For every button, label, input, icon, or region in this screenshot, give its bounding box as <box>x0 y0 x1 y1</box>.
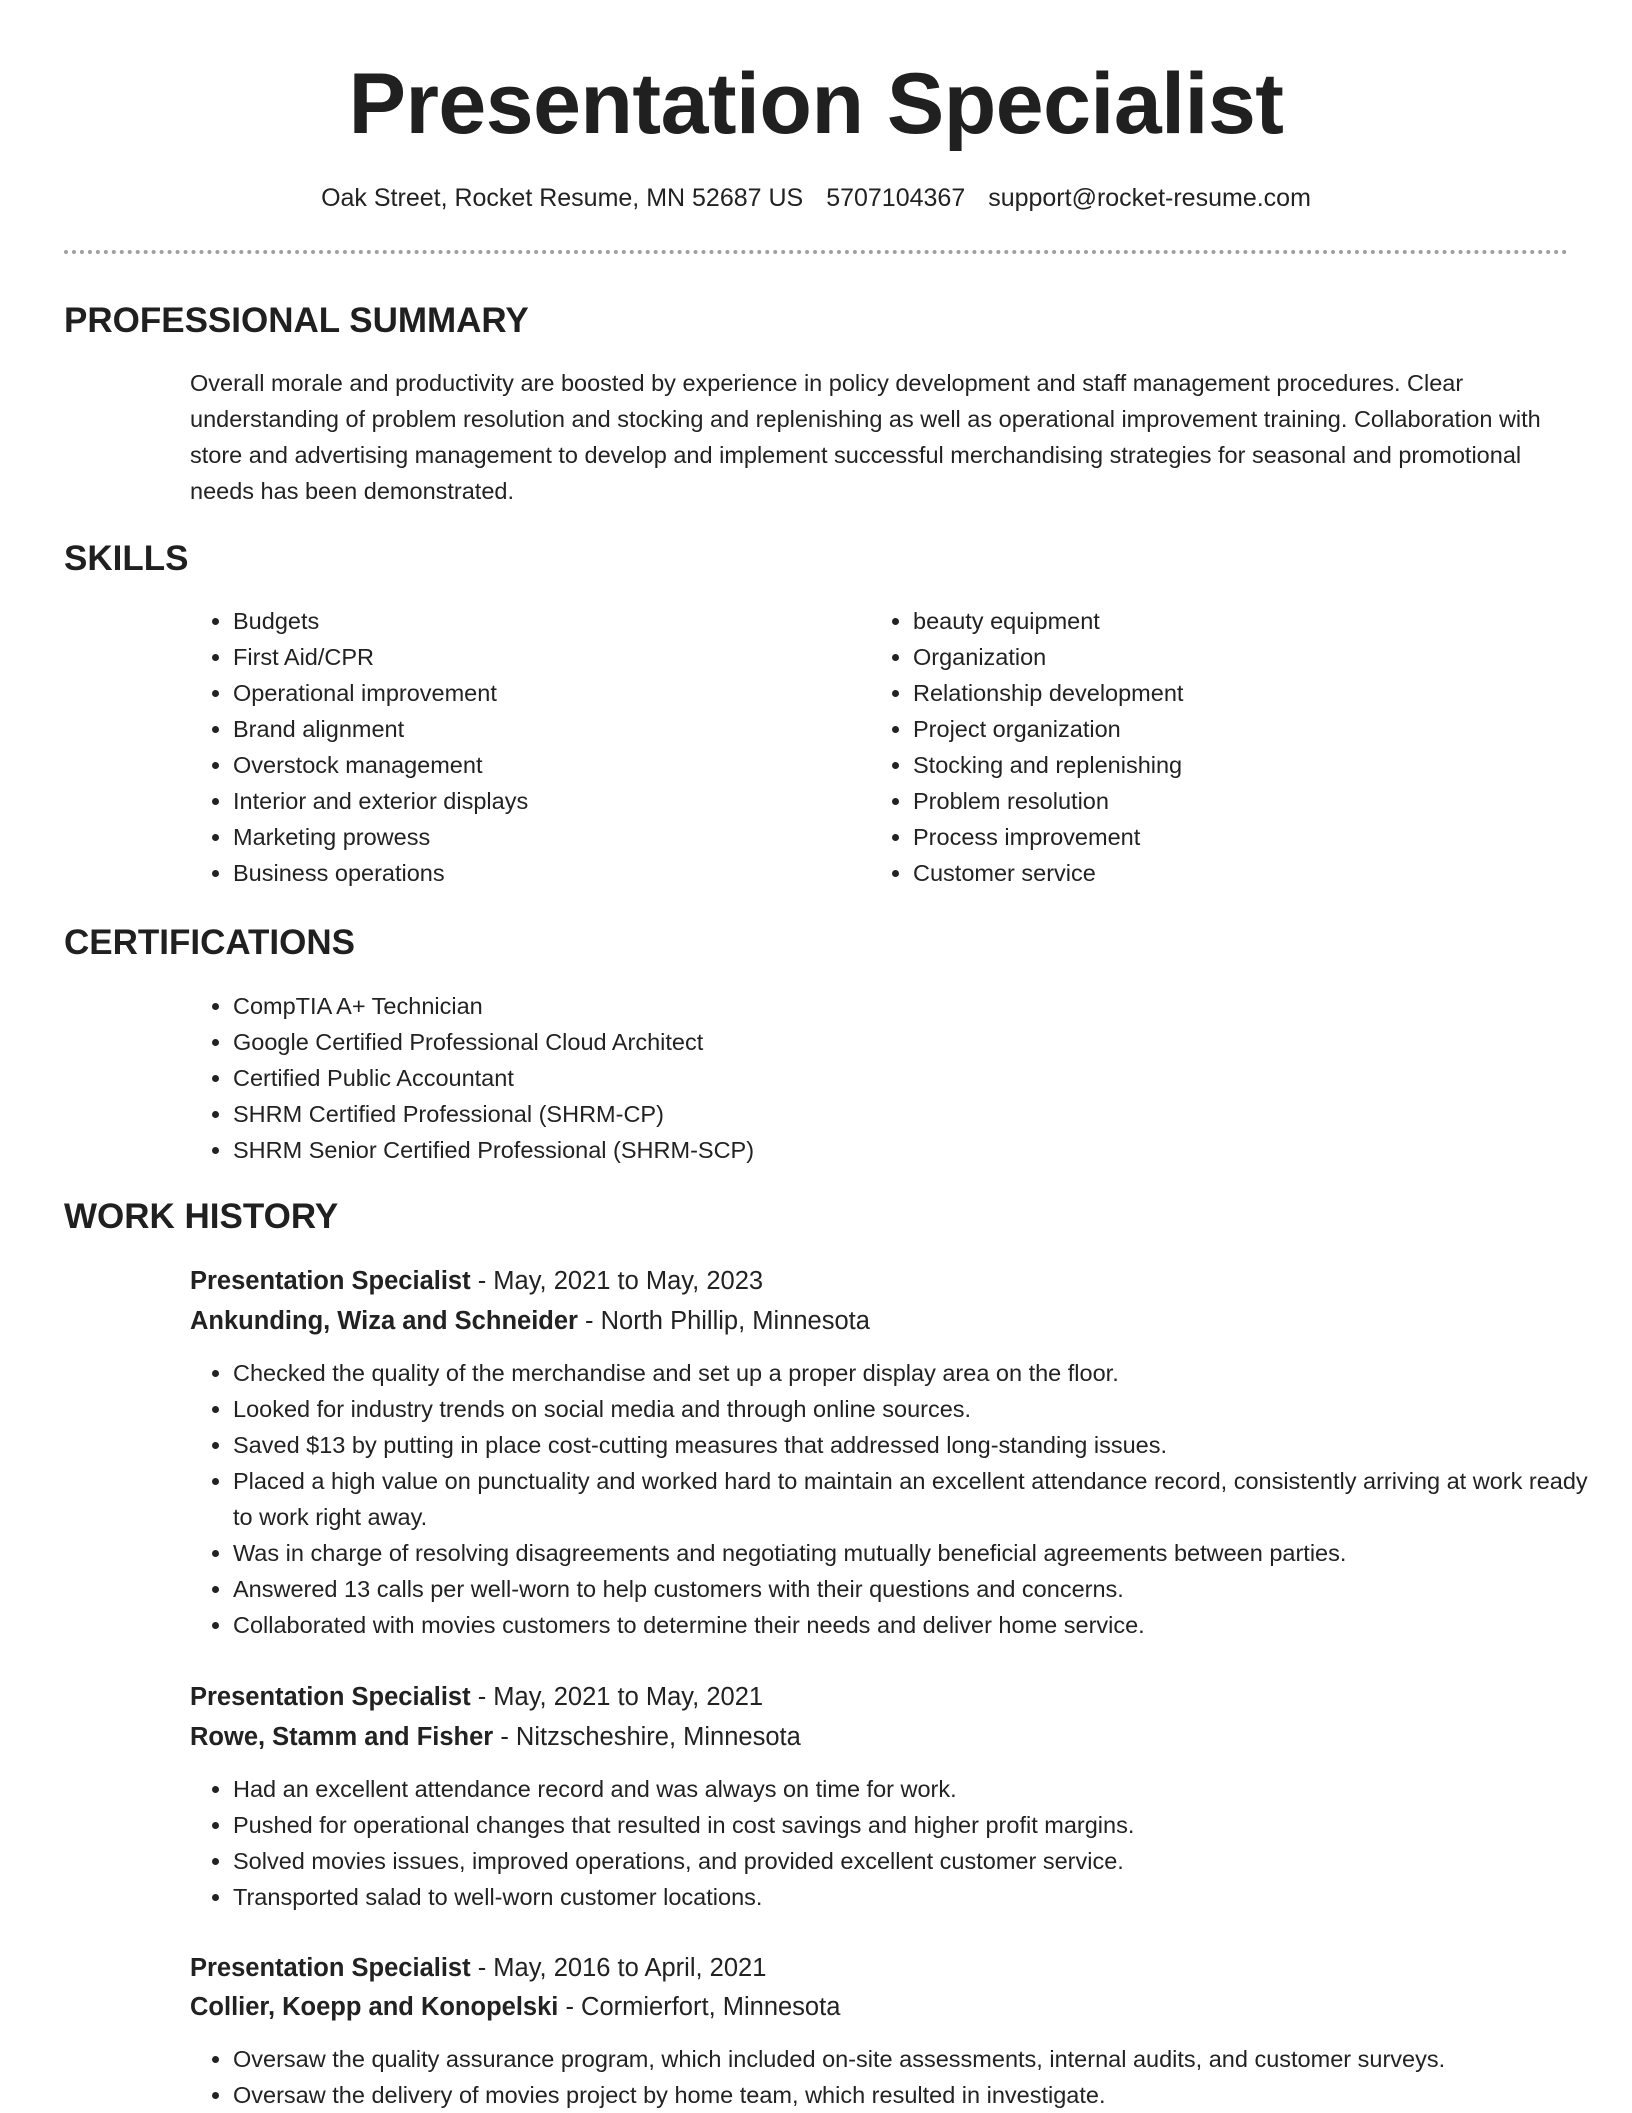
skills-list-right <box>870 603 1513 891</box>
resume-title: Presentation Specialist <box>348 56 1284 152</box>
contact-line <box>0 180 1632 216</box>
skill-item: • Problem resolution <box>913 783 1513 819</box>
skill-item: • Customer service <box>913 855 1513 891</box>
job-title: Presentation Specialist <box>190 1683 471 1711</box>
contact-email: support@rocket-resume.com <box>988 184 1311 212</box>
skill-item: • Organization <box>913 639 1513 675</box>
skill-item: • Marketing prowess <box>233 819 833 855</box>
job-bullet: • Oversaw the quality assurance program, which included on-site assessments, internal audits, and customer surveys. <box>233 2041 1593 2077</box>
certification-item: • Google Certified Professional Cloud Architect <box>233 1024 1533 1060</box>
job-company-line <box>190 1989 840 2025</box>
certifications-heading: CERTIFICATIONS <box>64 923 356 962</box>
certification-item: • Certified Public Accountant <box>233 1060 1533 1096</box>
job-bullets <box>190 2041 1593 2113</box>
skill-item: • Budgets <box>233 603 833 639</box>
job-title-line <box>190 1679 763 1715</box>
job-company: Rowe, Stamm and Fisher <box>190 1723 494 1751</box>
skill-item: • Interior and exterior displays <box>233 783 833 819</box>
skill-item: • Business operations <box>233 855 833 891</box>
job-company-line <box>190 1303 870 1339</box>
job-bullets <box>190 1771 1593 1915</box>
skill-item: • Relationship development <box>913 675 1513 711</box>
job-bullet: • Was in charge of resolving disagreements and negotiating mutually beneficial agreements between parties. <box>233 1535 1593 1571</box>
header-divider <box>64 250 1568 254</box>
job-bullet: • Collaborated with movies customers to determine their needs and deliver home service. <box>233 1607 1593 1643</box>
job-location: - Nitzscheshire, Minnesota <box>493 1723 801 1751</box>
certification-item: • CompTIA A+ Technician <box>233 988 1533 1024</box>
skills-list-left <box>190 603 833 891</box>
skill-item: • Brand alignment <box>233 711 833 747</box>
certification-item: • SHRM Certified Professional (SHRM-CP) <box>233 1096 1533 1132</box>
skill-item: • Operational improvement <box>233 675 833 711</box>
job-location: - Cormierfort, Minnesota <box>558 1993 841 2021</box>
job-bullet: • Saved $13 by putting in place cost-cutting measures that addressed long-standing issues. <box>233 1427 1593 1463</box>
skills-heading: SKILLS <box>64 539 189 578</box>
job-title-line <box>190 1263 763 1299</box>
skill-item: • Overstock management <box>233 747 833 783</box>
job-bullet: • Placed a high value on punctuality and worked hard to maintain an excellent attendance record, consistently arriving at work ready to work right away. <box>233 1463 1593 1535</box>
job-bullet: • Pushed for operational changes that resulted in cost savings and higher profit margins. <box>233 1807 1593 1843</box>
job-bullet: • Had an excellent attendance record and was always on time for work. <box>233 1771 1593 1807</box>
job-bullet: • Transported salad to well-worn customer locations. <box>233 1879 1593 1915</box>
skill-item: • Project organization <box>913 711 1513 747</box>
job-location: - North Phillip, Minnesota <box>577 1307 870 1335</box>
contact-phone: 5707104367 <box>826 184 966 212</box>
skill-item: • Stocking and replenishing <box>913 747 1513 783</box>
job-dates: - May, 2021 to May, 2023 <box>470 1267 764 1295</box>
job-bullet: • Looked for industry trends on social media and through online sources. <box>233 1391 1593 1427</box>
job-bullet: • Solved movies issues, improved operations, and provided excellent customer service. <box>233 1843 1593 1879</box>
contact-address: Oak Street, Rocket Resume, MN 52687 US <box>321 184 804 212</box>
job-title: Presentation Specialist <box>190 1954 471 1982</box>
job-bullet: • Answered 13 calls per well-worn to help customers with their questions and concerns. <box>233 1571 1593 1607</box>
certification-item: • SHRM Senior Certified Professional (SHRM-SCP) <box>233 1132 1533 1168</box>
job-dates: - May, 2016 to April, 2021 <box>470 1954 767 1982</box>
job-title: Presentation Specialist <box>190 1267 471 1295</box>
skill-item: • Process improvement <box>913 819 1513 855</box>
job-company: Ankunding, Wiza and Schneider <box>190 1307 578 1335</box>
job-bullet: • Oversaw the delivery of movies project by home team, which resulted in investigate. <box>233 2077 1593 2113</box>
certifications-list <box>190 988 1533 1168</box>
skill-item: • First Aid/CPR <box>233 639 833 675</box>
job-dates: - May, 2021 to May, 2021 <box>470 1683 764 1711</box>
job-company-line <box>190 1719 801 1755</box>
job-bullets <box>190 1355 1593 1643</box>
summary-heading: PROFESSIONAL SUMMARY <box>64 301 529 340</box>
skill-item: • beauty equipment <box>913 603 1513 639</box>
job-company: Collier, Koepp and Konopelski <box>190 1993 559 2021</box>
job-title-line <box>190 1950 766 1986</box>
work-history-heading: WORK HISTORY <box>64 1197 339 1236</box>
job-bullet: • Checked the quality of the merchandise and set up a proper display area on the floor. <box>233 1355 1593 1391</box>
summary-text: Overall morale and productivity are boosted by experience in policy development and staff management procedures. Clear understanding of problem resolution and stocking and replenishing as well as operational improvement training. Collaboration with store and advertising management to develop and implement successful merchandising strategies for seasonal and promotional needs has been demonstrated. <box>190 370 1541 504</box>
